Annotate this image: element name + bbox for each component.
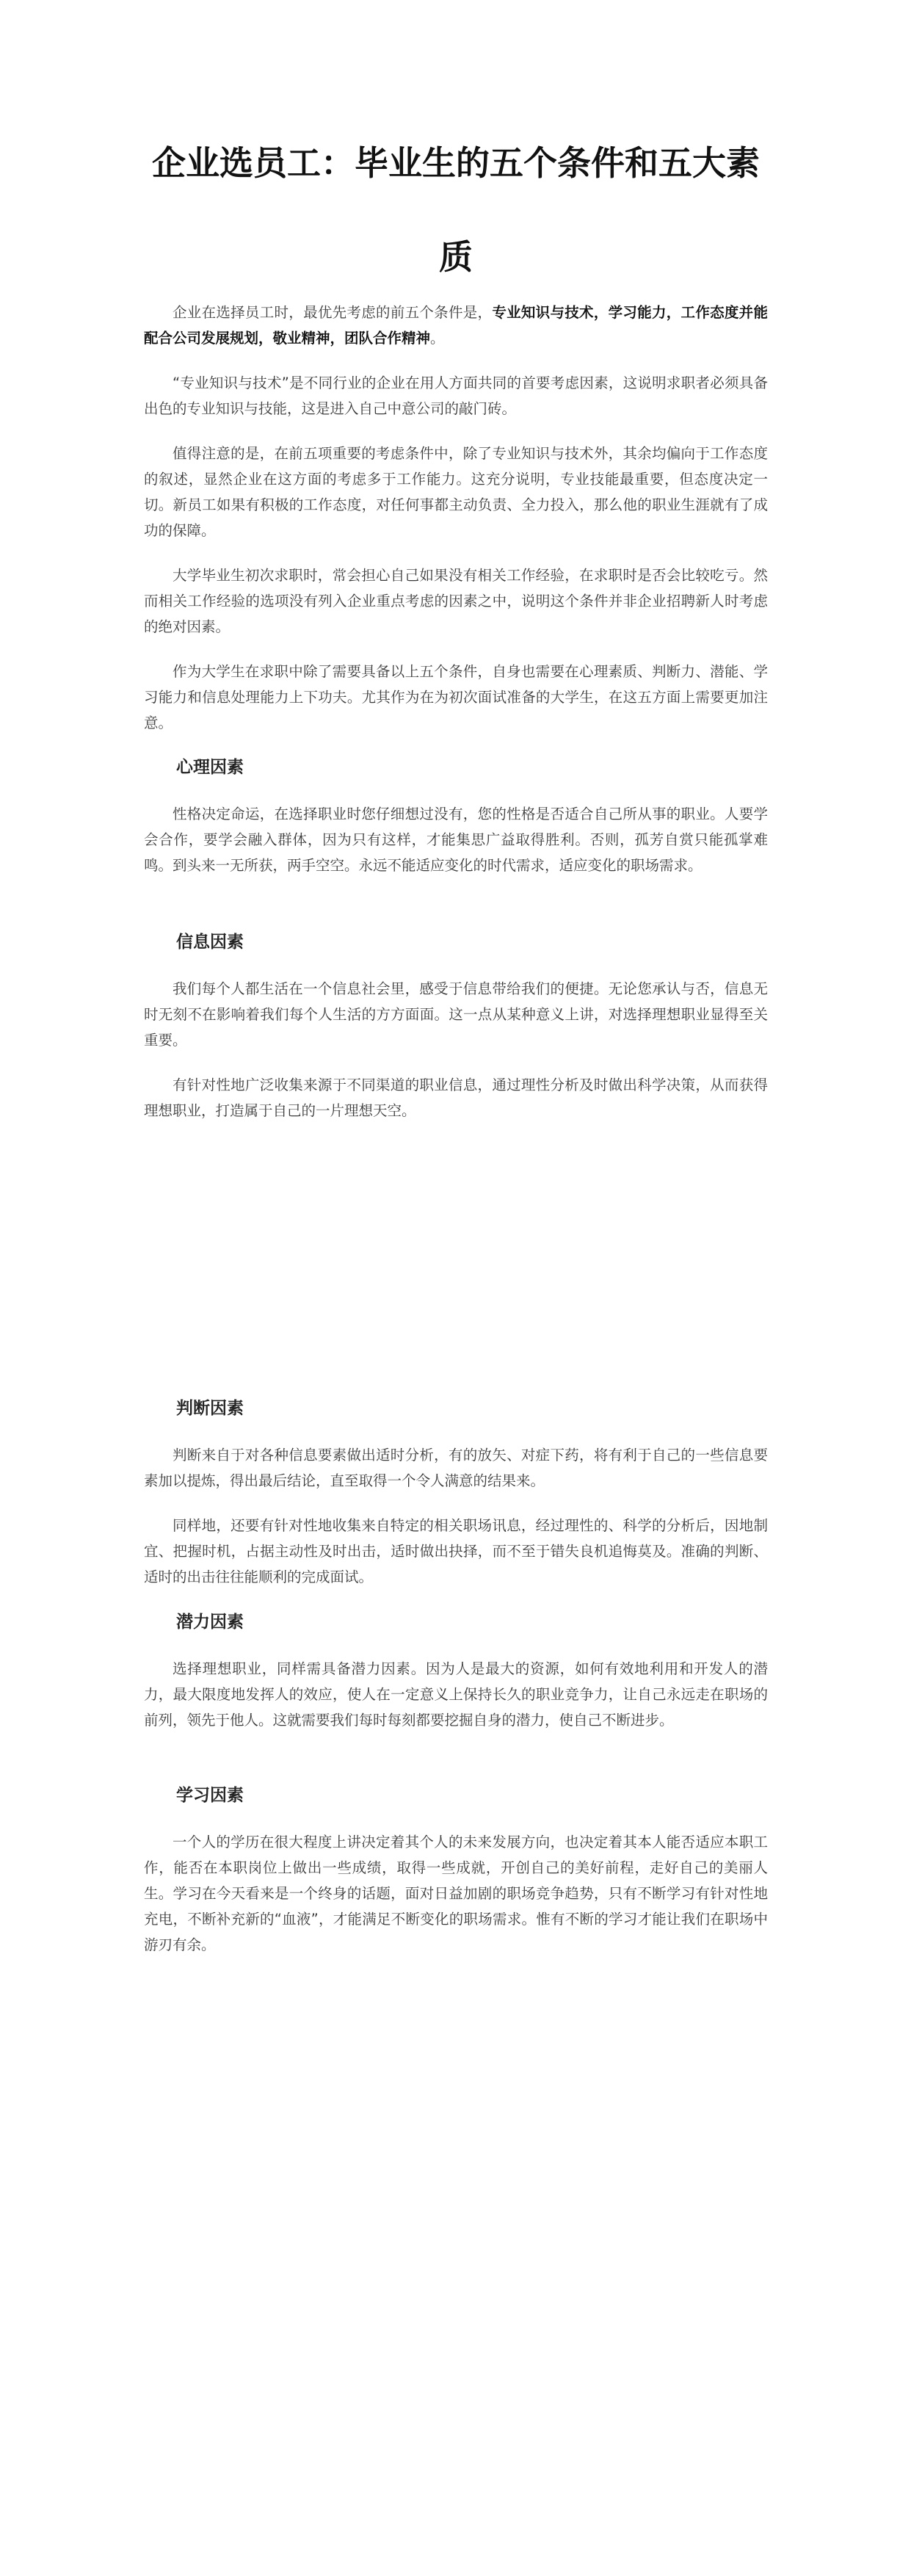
judge-heading: 判断因素 [176,1399,244,1418]
info-paragraph-1: 我们每个人都生活在一个信息社会里，感受于信息带给我们的便捷。无论您承认与否，信息无时无刻不在影响着我们每个人生活的方方面面。这一点从某种意义上讲，对选择理想职业显得至关重要。 [144,980,768,1049]
psych-section [144,756,768,897]
intro-paragraph-4: 大学毕业生初次求职时，常会担心自己如果没有相关工作经验，在求职时是否会比较吃亏。然而相关工作经验的选项没有列入企业重点考虑的因素之中，说明这个条件并非企业招聘新人时考虑的绝对因素。 [144,567,768,635]
judge-paragraph-1: 判断来自于对各种信息要素做出适时分析，有的放矢、对症下药，将有利于自己的一些信息要素加以提炼，得出最后结论，直至取得一个令人满意的结果来。 [144,1447,768,1489]
info-heading: 信息因素 [176,933,244,952]
potential-heading: 潜力因素 [176,1613,244,1632]
judge-paragraph-2: 同样地，还要有针对性地收集来自特定的相关职场讯息，经过理性的、科学的分析后，因地制宜、把握时机，占据主动性及时出击，适时做出抉择，而不至于错失良机追悔莫及。准确的判断、适时的出击往往能顺利的完成面试。 [144,1517,768,1585]
intro-bold-text: 专业知识与技术，学习能力，工作态度并能配合公司发展规划，敬业精神，团队合作精神 [144,304,768,347]
psych-heading: 心理因素 [176,758,244,777]
intro-paragraph-1 [144,300,768,351]
intro-section [144,300,768,755]
info-section [144,930,768,1143]
potential-paragraph-1: 选择理想职业，同样需具备潜力因素。因为人是最大的资源，如何有效地利用和开发人的潜力，最大限度地发挥人的效应，使人在一定意义上保持长久的职业竞争力，让自己永远走在职场的前列，领先于他人。这就需要我们每时每刻都要挖掘自身的潜力，使自己不断进步。 [144,1660,768,1729]
intro-text: 企业在选择员工时，最优先考虑的前五个条件是， [173,304,493,321]
psych-paragraph-1: 性格决定命运，在选择职业时您仔细想过没有，您的性格是否适合自己所从事的职业。人要学会合作，要学会融入群体，因为只有这样，才能集思广益取得胜利。否则，孤芳自赏只能孤掌难鸣。到头来一无所获，两手空空。永远不能适应变化的时代需求，适应变化的职场需求。 [144,806,768,874]
intro-text-end: 。 [430,330,445,347]
potential-section [144,1610,768,1752]
intro-paragraph-2: “专业知识与技术”是不同行业的企业在用人方面共同的首要考虑因素，这说明求职者必须具备出色的专业知识与技能，这是进入自己中意公司的敲门砖。 [144,375,768,417]
document-title: 企业选员工：毕业生的五个条件和五大素质 [152,143,760,277]
intro-paragraph-3: 值得注意的是，在前五项重要的考虑条件中，除了专业知识与技术外，其余均偏向于工作态度的叙述，显然企业在这方面的考虑多于工作能力。这充分说明，专业技能最重要，但态度决定一切。新员工如果有积极的工作态度，对任何事都主动负责、全力投入，那么他的职业生涯就有了成功的保障。 [144,445,768,539]
learning-heading: 学习因素 [176,1786,244,1805]
intro-paragraph-5: 作为大学生在求职中除了需要具备以上五个条件，自身也需要在心理素质、判断力、潜能、学习能力和信息处理能力上下功夫。尤其作为在为初次面试准备的大学生，在这五方面上需要更加注意。 [144,663,768,731]
learning-paragraph-1: 一个人的学历在很大程度上讲决定着其个人的未来发展方向，也决定着其本人能否适应本职工作，能否在本职岗位上做出一些成绩，取得一些成就，开创自己的美好前程，走好自己的美丽人生。学习在今天看来是一个终身的话题，面对日益加剧的职场竞争趋势，只有不断学习有针对性地充电，不断补充新的“血液”，才能满足不断变化的职场需求。惟有不断的学习才能让我们在职场中游刃有余。 [144,1834,768,1953]
judge-section [144,1397,768,1609]
info-paragraph-2: 有针对性地广泛收集来源于不同渠道的职业信息，通过理性分析及时做出科学决策，从而获得理想职业，打造属于自己的一片理想天空。 [144,1077,768,1119]
learning-section [144,1784,768,1977]
